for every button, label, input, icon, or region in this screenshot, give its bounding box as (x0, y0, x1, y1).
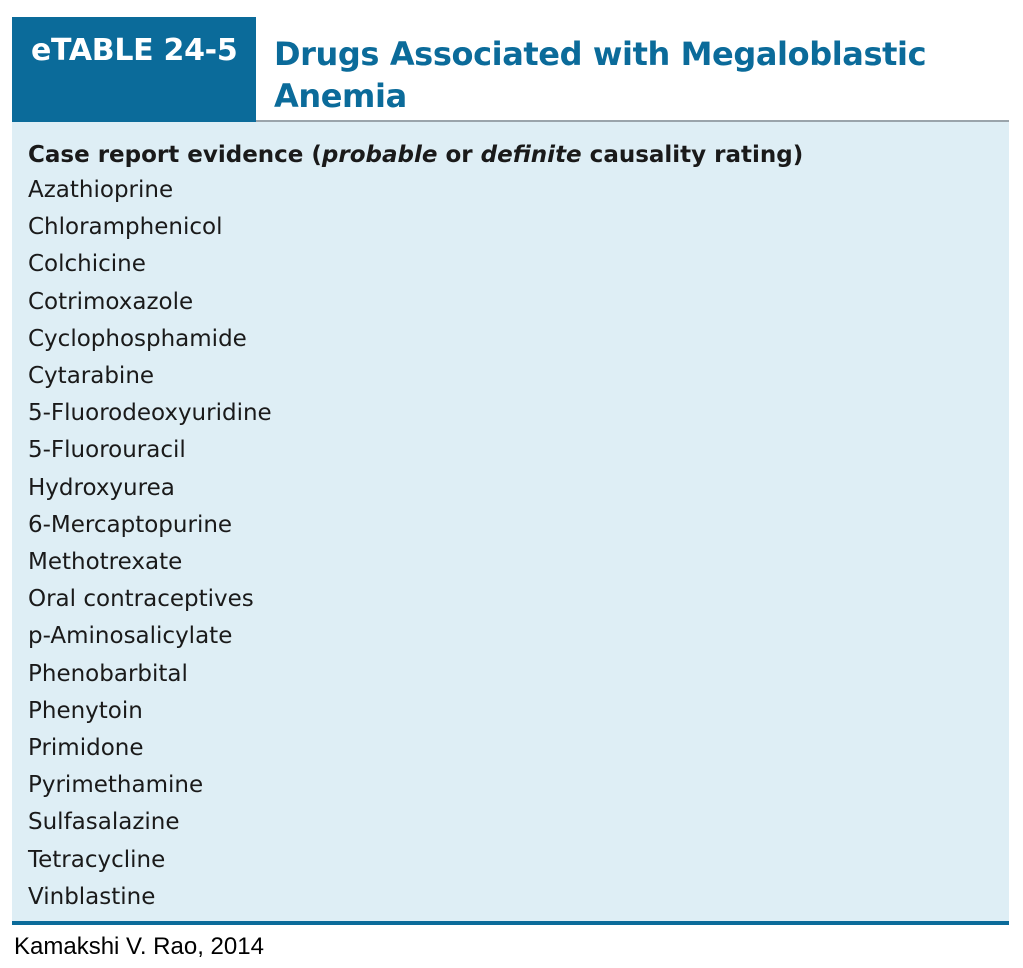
table-title: Drugs Associated with Megaloblastic Anemia (274, 35, 927, 115)
list-item: Colchicine (28, 251, 146, 278)
list-item: Primidone (28, 735, 144, 762)
list-item: Oral contraceptives (28, 586, 254, 613)
list-item: 6-Mercaptopurine (28, 511, 233, 538)
list-item: Cotrimoxazole (28, 288, 194, 315)
list-item: Cyclophosphamide (28, 325, 247, 352)
section-heading-suffix: causality rating) (581, 142, 804, 168)
list-item: Vinblastine (28, 883, 156, 910)
list-item: Azathioprine (28, 177, 174, 203)
list-item: Hydroxyurea (28, 474, 175, 501)
section-heading-middle: or (437, 142, 481, 168)
list-item: Phenobarbital (28, 660, 188, 687)
list-item: Sulfasalazine (28, 809, 180, 836)
list-item: 5-Fluorouracil (28, 437, 186, 464)
list-item: 5-Fluorodeoxyuridine (28, 400, 272, 427)
section-heading-prefix: Case report evidence ( (28, 142, 322, 168)
drug-table (12, 17, 1009, 925)
list-item: Tetracycline (28, 846, 166, 873)
table-header (12, 17, 1009, 122)
table-label: eTABLE 24-5 (12, 17, 256, 122)
author-credit: Kamakshi V. Rao, 2014 (14, 933, 264, 960)
list-item: Chloramphenicol (28, 214, 223, 241)
list-item: p-Aminosalicylate (28, 623, 233, 650)
section-heading-italic-probable: probable (321, 142, 438, 168)
drug-list (28, 172, 1009, 916)
section-heading-italic-definite: definite (480, 142, 582, 168)
table-body (12, 122, 1009, 925)
list-item: Cytarabine (28, 363, 155, 390)
list-item: Methotrexate (28, 549, 183, 576)
list-item: Pyrimethamine (28, 772, 204, 799)
header-divider (256, 120, 1009, 122)
list-item: Phenytoin (28, 697, 143, 724)
section-heading (28, 138, 1009, 172)
